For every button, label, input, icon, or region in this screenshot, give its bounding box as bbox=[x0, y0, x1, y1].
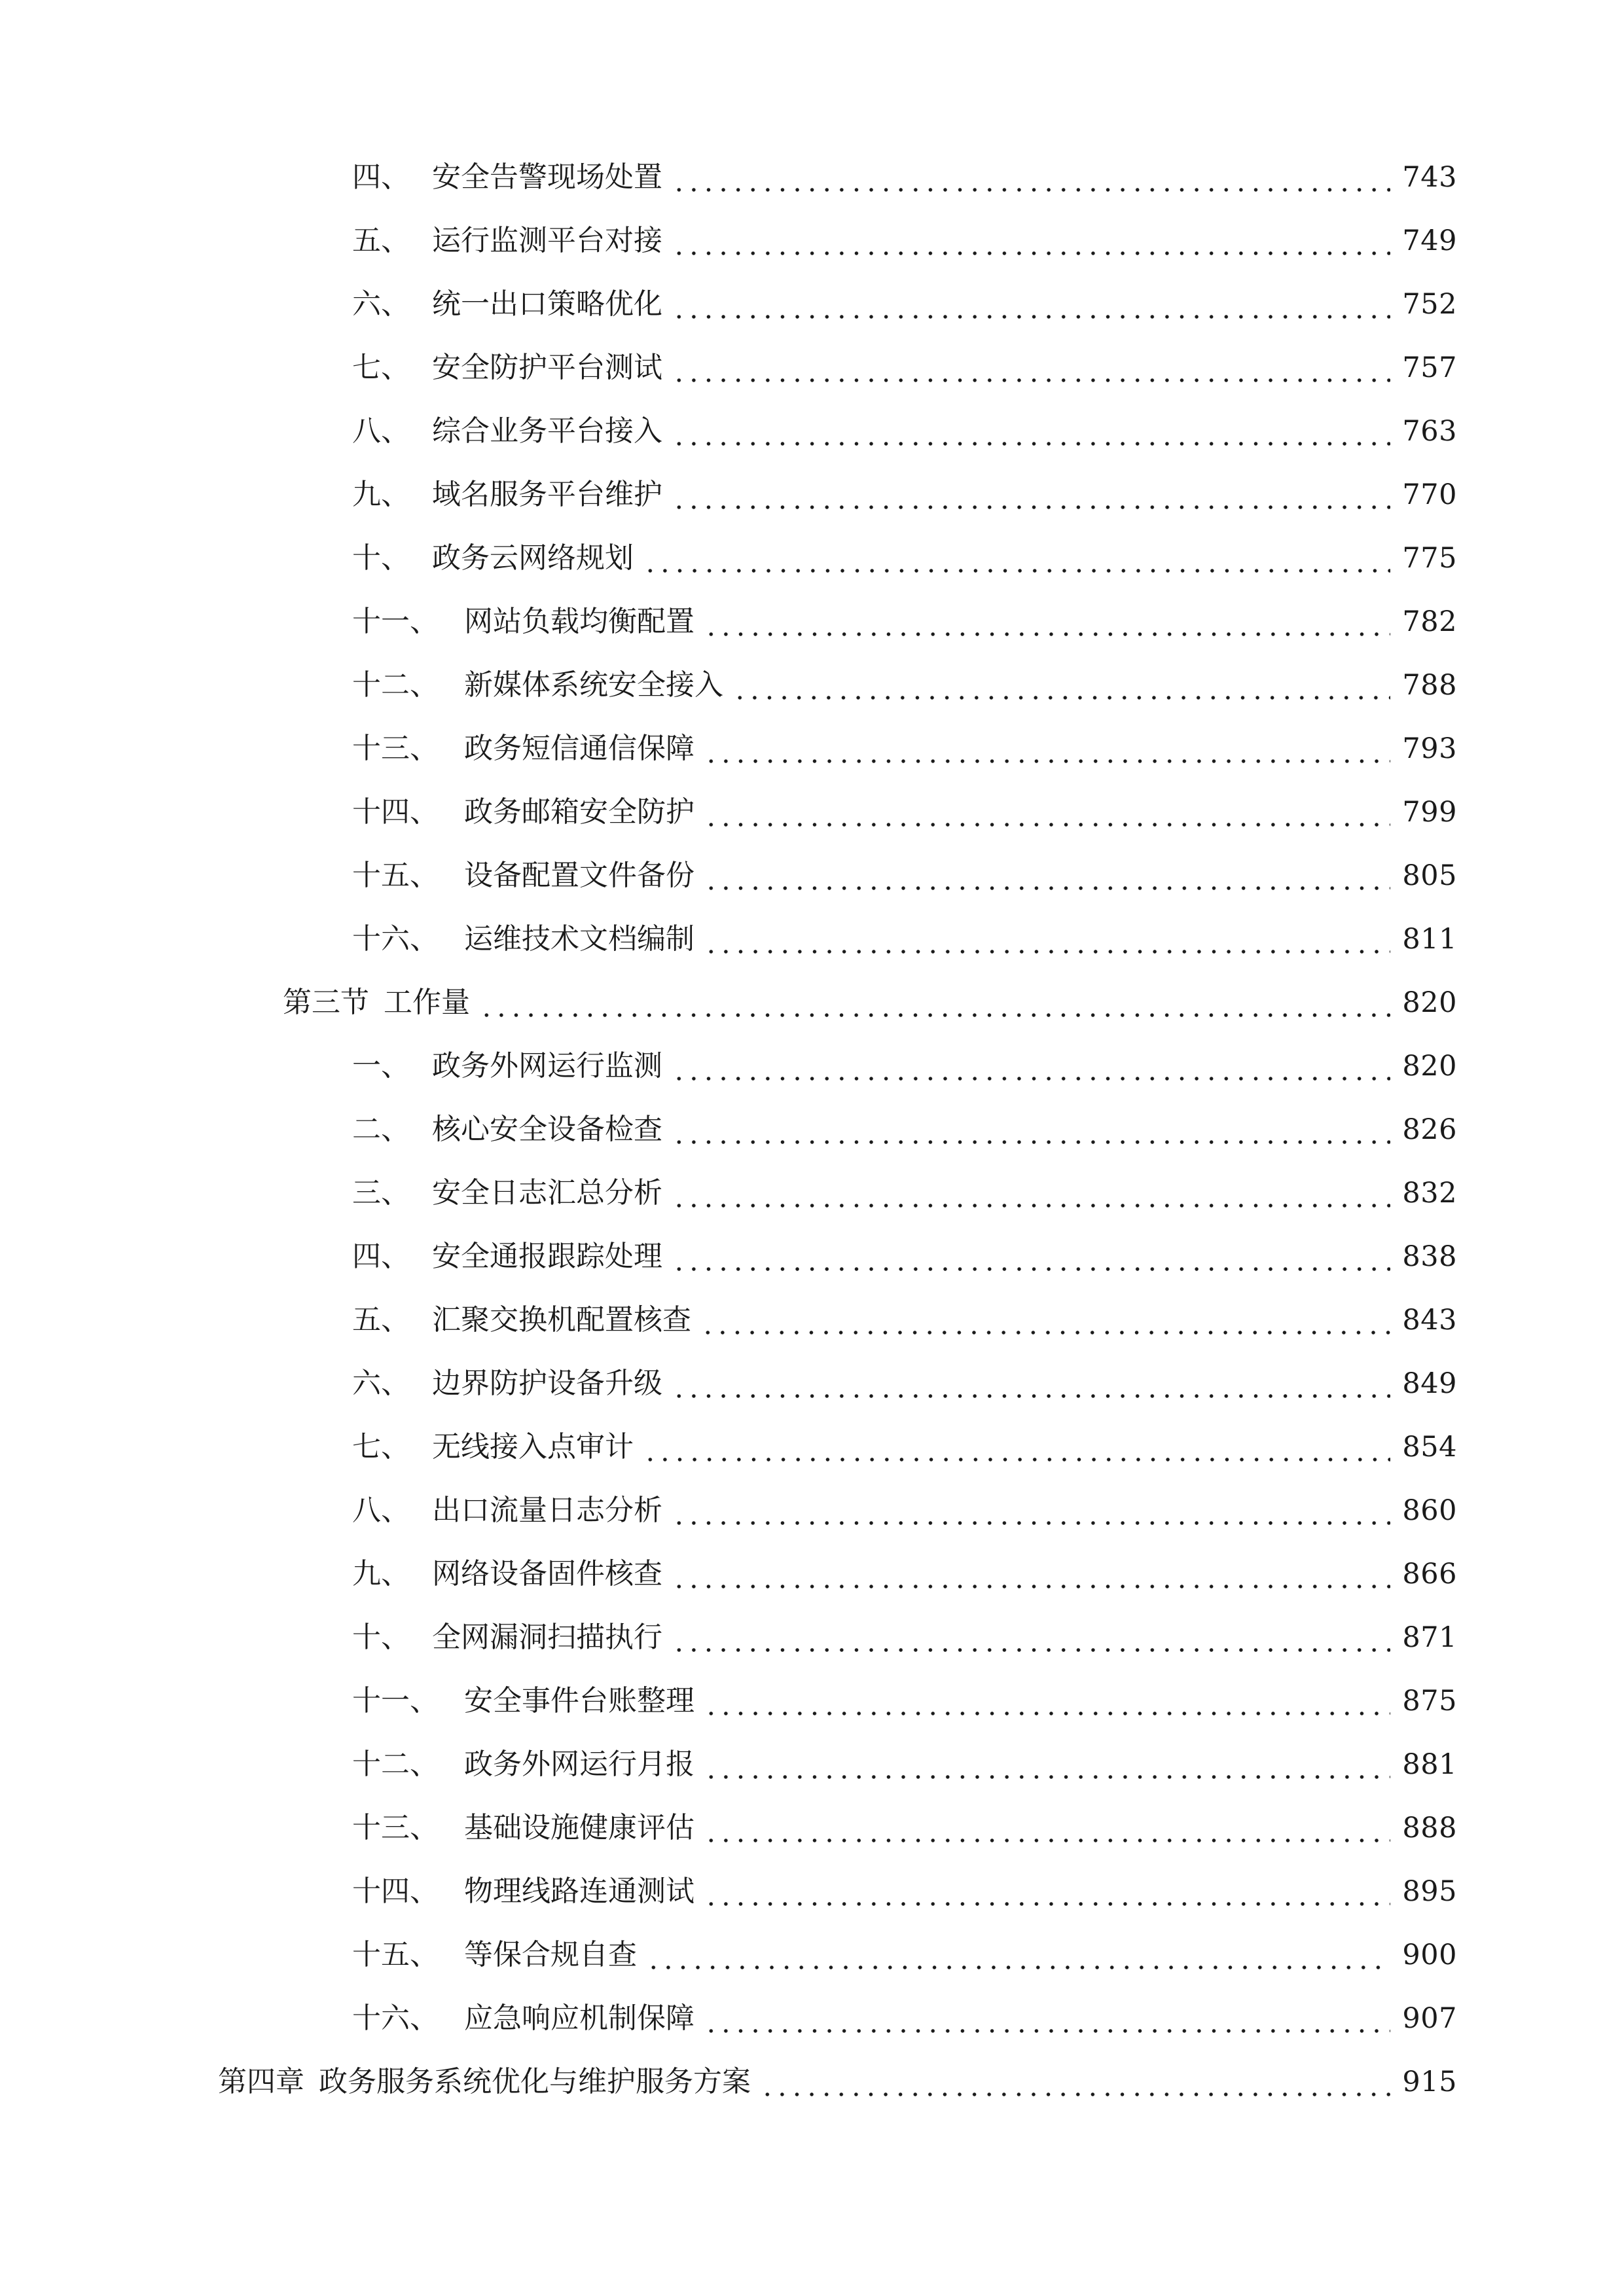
toc-entry-number: 四、 bbox=[352, 160, 410, 194]
toc-entry-title: 应急响应机制保障 bbox=[464, 2001, 695, 2035]
toc-entry-page-number: 900 bbox=[1402, 1939, 1457, 1971]
dot-leader bbox=[672, 1551, 1390, 1597]
toc-entry-page-number: 770 bbox=[1402, 478, 1457, 511]
toc-entry-title: 基础设施健康评估 bbox=[464, 1811, 695, 1844]
toc-entry-title: 政务外网运行监测 bbox=[432, 1049, 662, 1083]
dot-leader bbox=[700, 1297, 1390, 1343]
toc-entry-number: 十三、 bbox=[352, 732, 439, 765]
toc-entry-number: 九、 bbox=[352, 478, 410, 511]
toc-entry-page-number: 895 bbox=[1402, 1875, 1457, 1908]
toc-entry-page-number: 752 bbox=[1402, 288, 1457, 321]
dot-leader bbox=[643, 535, 1390, 581]
dot-leader bbox=[704, 1869, 1390, 1914]
toc-entry-page-number: 811 bbox=[1402, 923, 1457, 956]
toc-entry-number: 十四、 bbox=[352, 795, 439, 829]
toc-entry-number: 十四、 bbox=[352, 1874, 439, 1908]
toc-entry-title: 汇聚交换机配置核查 bbox=[432, 1303, 691, 1336]
toc-entry[interactable] bbox=[352, 345, 1457, 391]
dot-leader bbox=[704, 1805, 1390, 1851]
toc-entry[interactable] bbox=[352, 599, 1457, 645]
toc-entry-page-number: 843 bbox=[1402, 1304, 1457, 1336]
toc-entry-title: 设备配置文件备份 bbox=[464, 859, 695, 892]
toc-entry-page-number: 866 bbox=[1402, 1558, 1457, 1590]
toc-entry-page-number: 881 bbox=[1402, 1748, 1457, 1781]
toc-entry-page-number: 826 bbox=[1402, 1113, 1457, 1146]
toc-entry-number: 八、 bbox=[352, 1494, 410, 1527]
toc-entry-title: 等保合规自查 bbox=[464, 1938, 637, 1971]
toc-entry[interactable] bbox=[352, 218, 1457, 264]
dot-leader bbox=[479, 980, 1390, 1026]
dot-leader bbox=[672, 1615, 1390, 1660]
toc-entry-title: 全网漏洞扫描执行 bbox=[432, 1621, 662, 1654]
toc-entry-number: 十一、 bbox=[352, 1684, 439, 1717]
toc-entry[interactable] bbox=[352, 1107, 1457, 1153]
dot-leader bbox=[760, 2059, 1390, 2105]
toc-entry[interactable] bbox=[283, 980, 1457, 1026]
toc-entry[interactable] bbox=[352, 662, 1457, 708]
toc-entry-number: 十二、 bbox=[352, 1748, 439, 1781]
dot-leader bbox=[704, 1678, 1390, 1724]
toc-entry-title: 安全事件台账整理 bbox=[464, 1684, 695, 1717]
toc-entry-title: 新媒体系统安全接入 bbox=[464, 668, 723, 702]
toc-entry-number: 八、 bbox=[352, 414, 410, 448]
toc-entry[interactable] bbox=[352, 1615, 1457, 1660]
toc-entry[interactable] bbox=[352, 1869, 1457, 1914]
toc-entry[interactable] bbox=[352, 154, 1457, 200]
dot-leader bbox=[704, 853, 1390, 899]
dot-leader bbox=[672, 154, 1390, 200]
toc-entry-page-number: 820 bbox=[1402, 986, 1457, 1019]
dot-leader bbox=[704, 1742, 1390, 1787]
toc-entry[interactable] bbox=[218, 2059, 1457, 2105]
toc-entry-page-number: 854 bbox=[1402, 1431, 1457, 1463]
toc-entry[interactable] bbox=[352, 1361, 1457, 1407]
dot-leader bbox=[672, 1170, 1390, 1216]
dot-leader bbox=[672, 1234, 1390, 1280]
dot-leader bbox=[672, 281, 1390, 327]
dot-leader bbox=[643, 1424, 1390, 1470]
toc-entry[interactable] bbox=[352, 1805, 1457, 1851]
toc-entry-number: 九、 bbox=[352, 1557, 410, 1590]
toc-entry-title: 安全通报跟踪处理 bbox=[432, 1240, 662, 1273]
toc-entry-page-number: 915 bbox=[1402, 2066, 1457, 2098]
toc-entry-page-number: 805 bbox=[1402, 859, 1457, 892]
toc-entry-number: 十六、 bbox=[352, 922, 439, 956]
toc-entry[interactable] bbox=[352, 1043, 1457, 1089]
toc-entry-page-number: 763 bbox=[1402, 415, 1457, 448]
toc-entry-page-number: 820 bbox=[1402, 1050, 1457, 1083]
toc-entry-title: 运维技术文档编制 bbox=[464, 922, 695, 956]
dot-leader bbox=[704, 916, 1390, 962]
toc-entry[interactable] bbox=[352, 1551, 1457, 1597]
toc-entry-number: 十六、 bbox=[352, 2001, 439, 2035]
toc-entry-number: 六、 bbox=[352, 287, 410, 321]
dot-leader bbox=[672, 408, 1390, 454]
toc-entry-page-number: 743 bbox=[1402, 161, 1457, 194]
toc-entry-title: 网站负载均衡配置 bbox=[464, 605, 695, 638]
toc-entry-title: 政务外网运行月报 bbox=[464, 1748, 695, 1781]
toc-entry-title: 出口流量日志分析 bbox=[432, 1494, 662, 1527]
dot-leader bbox=[704, 726, 1390, 772]
toc-entry-title: 综合业务平台接入 bbox=[432, 414, 662, 448]
toc-entry-page-number: 757 bbox=[1402, 351, 1457, 384]
toc-entry-number: 第四章 bbox=[218, 2065, 304, 2098]
toc-entry-page-number: 788 bbox=[1402, 669, 1457, 702]
toc-entry[interactable] bbox=[352, 916, 1457, 962]
toc-entry-number: 五、 bbox=[352, 224, 410, 257]
toc-entry-page-number: 838 bbox=[1402, 1240, 1457, 1273]
toc-entry-page-number: 860 bbox=[1402, 1494, 1457, 1527]
dot-leader bbox=[672, 1361, 1390, 1407]
toc-entry-number: 十二、 bbox=[352, 668, 439, 702]
toc-entry-title: 域名服务平台维护 bbox=[432, 478, 662, 511]
toc-entry[interactable] bbox=[352, 1742, 1457, 1787]
toc-entry-title: 安全告警现场处置 bbox=[432, 160, 662, 194]
toc-entry[interactable] bbox=[352, 535, 1457, 581]
dot-leader bbox=[672, 1107, 1390, 1153]
toc-entry-page-number: 871 bbox=[1402, 1621, 1457, 1654]
toc-entry-page-number: 793 bbox=[1402, 732, 1457, 765]
toc-entry[interactable] bbox=[352, 1488, 1457, 1534]
toc-entry-title: 核心安全设备检查 bbox=[432, 1113, 662, 1146]
toc-entry-title: 网络设备固件核查 bbox=[432, 1557, 662, 1590]
dot-leader bbox=[704, 599, 1390, 645]
toc-entry[interactable] bbox=[352, 408, 1457, 454]
toc-entry-title: 边界防护设备升级 bbox=[432, 1367, 662, 1400]
toc-entry-number: 第三节 bbox=[283, 986, 369, 1019]
toc-entry[interactable] bbox=[352, 1996, 1457, 2041]
toc-entry-number: 四、 bbox=[352, 1240, 410, 1273]
toc-entry-number: 十三、 bbox=[352, 1811, 439, 1844]
toc-entry-page-number: 832 bbox=[1402, 1177, 1457, 1210]
toc-entry-number: 十五、 bbox=[352, 1938, 439, 1971]
toc-entry-number: 十一、 bbox=[352, 605, 439, 638]
toc-entry-title: 政务云网络规划 bbox=[432, 541, 634, 575]
toc-entry-number: 十、 bbox=[352, 1621, 410, 1654]
dot-leader bbox=[646, 1932, 1390, 1978]
toc-entry-title: 安全日志汇总分析 bbox=[432, 1176, 662, 1210]
toc-entry-number: 十五、 bbox=[352, 859, 439, 892]
toc-entry-number: 一、 bbox=[352, 1049, 410, 1083]
toc-entry-title: 运行监测平台对接 bbox=[432, 224, 662, 257]
toc-entry-page-number: 749 bbox=[1402, 224, 1457, 257]
toc-entry-number: 三、 bbox=[352, 1176, 410, 1210]
toc-entry-title: 无线接入点审计 bbox=[432, 1430, 634, 1463]
dot-leader bbox=[672, 1043, 1390, 1089]
toc-entry-number: 七、 bbox=[352, 351, 410, 384]
toc-entry[interactable] bbox=[352, 1234, 1457, 1280]
toc-entry-number: 二、 bbox=[352, 1113, 410, 1146]
dot-leader bbox=[672, 218, 1390, 264]
toc-entry-title: 安全防护平台测试 bbox=[432, 351, 662, 384]
toc-entry-page-number: 782 bbox=[1402, 605, 1457, 638]
toc-entry-title: 政务服务系统优化与维护服务方案 bbox=[319, 2065, 751, 2098]
toc-entry[interactable] bbox=[352, 1424, 1457, 1470]
toc-entry[interactable] bbox=[352, 1170, 1457, 1216]
toc-entry-page-number: 849 bbox=[1402, 1367, 1457, 1400]
toc-entry[interactable] bbox=[352, 789, 1457, 835]
dot-leader bbox=[672, 1488, 1390, 1534]
toc-entry-page-number: 907 bbox=[1402, 2002, 1457, 2035]
toc-entry[interactable] bbox=[352, 1297, 1457, 1343]
toc-entry-title: 政务邮箱安全防护 bbox=[464, 795, 695, 829]
dot-leader bbox=[704, 789, 1390, 835]
toc-entry[interactable] bbox=[352, 472, 1457, 518]
toc-entry-number: 六、 bbox=[352, 1367, 410, 1400]
toc-entry-page-number: 888 bbox=[1402, 1812, 1457, 1844]
toc-entry-page-number: 875 bbox=[1402, 1685, 1457, 1717]
toc-entry-title: 工作量 bbox=[384, 986, 470, 1019]
toc-entry[interactable] bbox=[352, 1932, 1457, 1978]
toc-entry[interactable] bbox=[352, 281, 1457, 327]
dot-leader bbox=[672, 345, 1390, 391]
dot-leader bbox=[672, 472, 1390, 518]
toc-entry[interactable] bbox=[352, 853, 1457, 899]
toc-entry[interactable] bbox=[352, 726, 1457, 772]
toc-entry-number: 五、 bbox=[352, 1303, 410, 1336]
dot-leader bbox=[704, 1996, 1390, 2041]
toc-entry-title: 政务短信通信保障 bbox=[464, 732, 695, 765]
toc-entry[interactable] bbox=[352, 1678, 1457, 1724]
toc-entry-number: 十、 bbox=[352, 541, 410, 575]
toc-entry-page-number: 775 bbox=[1402, 542, 1457, 575]
dot-leader bbox=[732, 662, 1390, 708]
toc-entry-title: 物理线路连通测试 bbox=[464, 1874, 695, 1908]
toc-entry-page-number: 799 bbox=[1402, 796, 1457, 829]
toc-entry-title: 统一出口策略优化 bbox=[432, 287, 662, 321]
toc-entry-number: 七、 bbox=[352, 1430, 410, 1463]
